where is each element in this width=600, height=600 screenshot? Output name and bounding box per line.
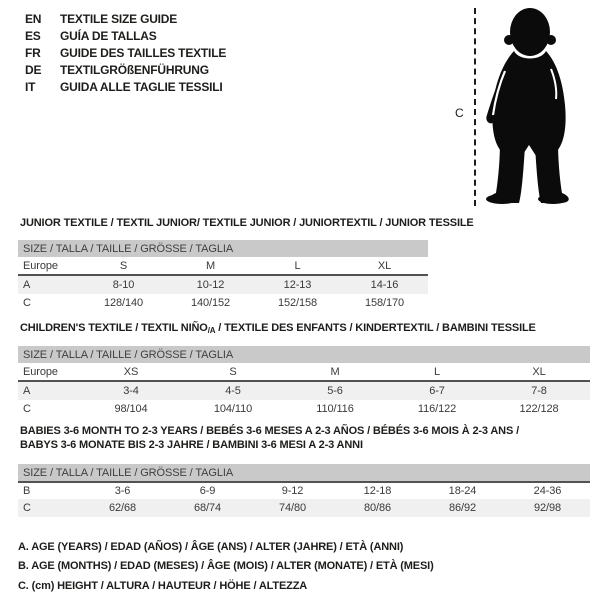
language-row-de — [25, 61, 226, 78]
value-cell: 14-16 — [370, 279, 399, 291]
babies-title-line2: BABYS 3-6 MONATE BIS 2-3 JAHRE / BAMBINI 3-6 MESI A 2-3 ANNI — [20, 438, 363, 451]
language-code: DE — [25, 62, 42, 77]
language-code: FR — [25, 45, 41, 60]
title-text: / TEXTILE DES ENFANTS / KINDERTEXTIL / BAMBINI TESSILE — [215, 322, 536, 334]
title-subscript: /A — [207, 326, 216, 335]
value-cell: 12-18 — [363, 485, 392, 497]
value-cell: 122/128 — [519, 403, 559, 415]
title-text: CHILDREN'S TEXTILE / TEXTIL NIÑO — [20, 322, 208, 334]
babies-title-line1: BABIES 3-6 MONTH TO 2-3 YEARS / BEBÉS 3-6 MESES A 2-3 AÑOS / BÉBÉS 3-6 MOIS À 2-3 ANS / — [20, 425, 519, 437]
language-title: TEXTILGRÖßENFÜHRUNG — [60, 62, 209, 77]
language-title: GUÍA DE TALLAS — [60, 28, 157, 43]
value-cell: 158/170 — [364, 297, 405, 309]
value-cell: 6-7 — [429, 385, 445, 397]
language-code: EN — [25, 11, 42, 26]
region-label: Europe — [23, 365, 58, 378]
language-title: GUIDA ALLE TAGLIE TESSILI — [60, 79, 223, 94]
size-cell: XL — [532, 365, 546, 378]
value-cell: 110/116 — [316, 403, 354, 415]
value-cell: 18-24 — [448, 485, 477, 497]
table-header-row — [18, 257, 428, 276]
footnote-b: B. AGE (MONTHS) / EDAD (MESES) / ÂGE (MOIS) / ALTER (MONATE) / ETÀ (MESI) — [18, 560, 434, 573]
value-cell: 12-13 — [283, 279, 312, 291]
children-table-title — [20, 322, 536, 335]
value-cell: 3-4 — [123, 385, 139, 397]
language-code: ES — [25, 28, 41, 43]
value-cell: 10-12 — [196, 279, 225, 291]
toddler-silhouette-icon — [483, 5, 575, 207]
language-row-it — [25, 78, 226, 95]
value-cell: 80/86 — [363, 502, 392, 514]
height-dashed-line — [474, 8, 476, 206]
row-label: A — [23, 279, 31, 291]
value-cell: 4-5 — [225, 385, 241, 397]
value-cell: 9-12 — [281, 485, 304, 497]
table-header-row — [18, 363, 590, 382]
value-cell: 8-10 — [112, 279, 135, 291]
footnote-c: C. (cm) HEIGHT / ALTURA / HAUTEUR / HÖHE / ALTEZZA — [18, 579, 308, 592]
language-list — [25, 10, 226, 95]
language-code: IT — [25, 79, 36, 94]
table-row-age — [18, 382, 590, 400]
junior-size-table — [18, 240, 428, 312]
footnote-a: A. AGE (YEARS) / EDAD (AÑOS) / ÂGE (ANS) / ALTER (JAHRE) / ETÀ (ANNI) — [18, 541, 404, 553]
region-label: Europe — [23, 259, 58, 272]
size-cell: M — [330, 365, 340, 378]
value-cell: 74/80 — [278, 502, 307, 514]
value-cell: 116/122 — [417, 403, 457, 415]
row-label: B — [23, 485, 31, 497]
size-cell: XL — [377, 259, 392, 272]
table-row-age — [18, 276, 428, 294]
language-title: TEXTILE SIZE GUIDE — [60, 11, 178, 26]
size-cell: L — [294, 259, 301, 272]
babies-size-table — [18, 464, 590, 517]
value-cell: 128/140 — [103, 297, 144, 309]
row-label: C — [23, 403, 31, 415]
size-cell: S — [119, 259, 128, 272]
size-header-bar: SIZE / TALLA / TAILLE / GRÖSSE / TAGLIA — [18, 240, 428, 257]
value-cell: 6-9 — [199, 485, 216, 497]
size-header-bar: SIZE / TALLA / TAILLE / GRÖSSE / TAGLIA — [18, 346, 590, 363]
size-cell: L — [433, 365, 441, 378]
row-label: C — [23, 502, 31, 514]
footnotes — [18, 538, 434, 596]
value-cell: 24-36 — [533, 485, 562, 497]
table-row-height — [18, 400, 590, 418]
language-row-es — [25, 27, 226, 44]
language-row-en — [25, 10, 226, 27]
value-cell: 104/110 — [213, 403, 253, 415]
value-cell: 68/74 — [193, 502, 222, 514]
row-label: C — [23, 297, 31, 309]
value-cell: 3-6 — [114, 485, 131, 497]
table-row-height — [18, 294, 428, 312]
value-cell: 98/104 — [114, 403, 148, 415]
row-label: A — [23, 385, 31, 397]
size-header-bar: SIZE / TALLA / TAILLE / GRÖSSE / TAGLIA — [18, 464, 590, 481]
size-cell: M — [205, 259, 216, 272]
value-cell: 62/68 — [108, 502, 137, 514]
value-cell: 152/158 — [277, 297, 318, 309]
value-cell: 5-6 — [327, 385, 343, 397]
babies-table-title — [20, 425, 519, 452]
junior-table-title: JUNIOR TEXTILE / TEXTIL JUNIOR/ TEXTILE JUNIOR / JUNIORTEXTIL / JUNIOR TESSILE — [20, 217, 474, 229]
language-title: GUIDE DES TAILLES TEXTILE — [60, 45, 227, 60]
children-size-table — [18, 346, 590, 418]
value-cell: 7-8 — [531, 385, 547, 397]
size-cell: S — [229, 365, 237, 378]
height-label-c: C — [455, 106, 464, 120]
size-cell: XS — [123, 365, 139, 378]
value-cell: 92/98 — [533, 502, 562, 514]
language-row-fr — [25, 44, 226, 61]
table-row-height — [18, 499, 590, 517]
value-cell: 86/92 — [448, 502, 477, 514]
value-cell: 140/152 — [190, 297, 231, 309]
table-row-age-months — [18, 481, 590, 499]
